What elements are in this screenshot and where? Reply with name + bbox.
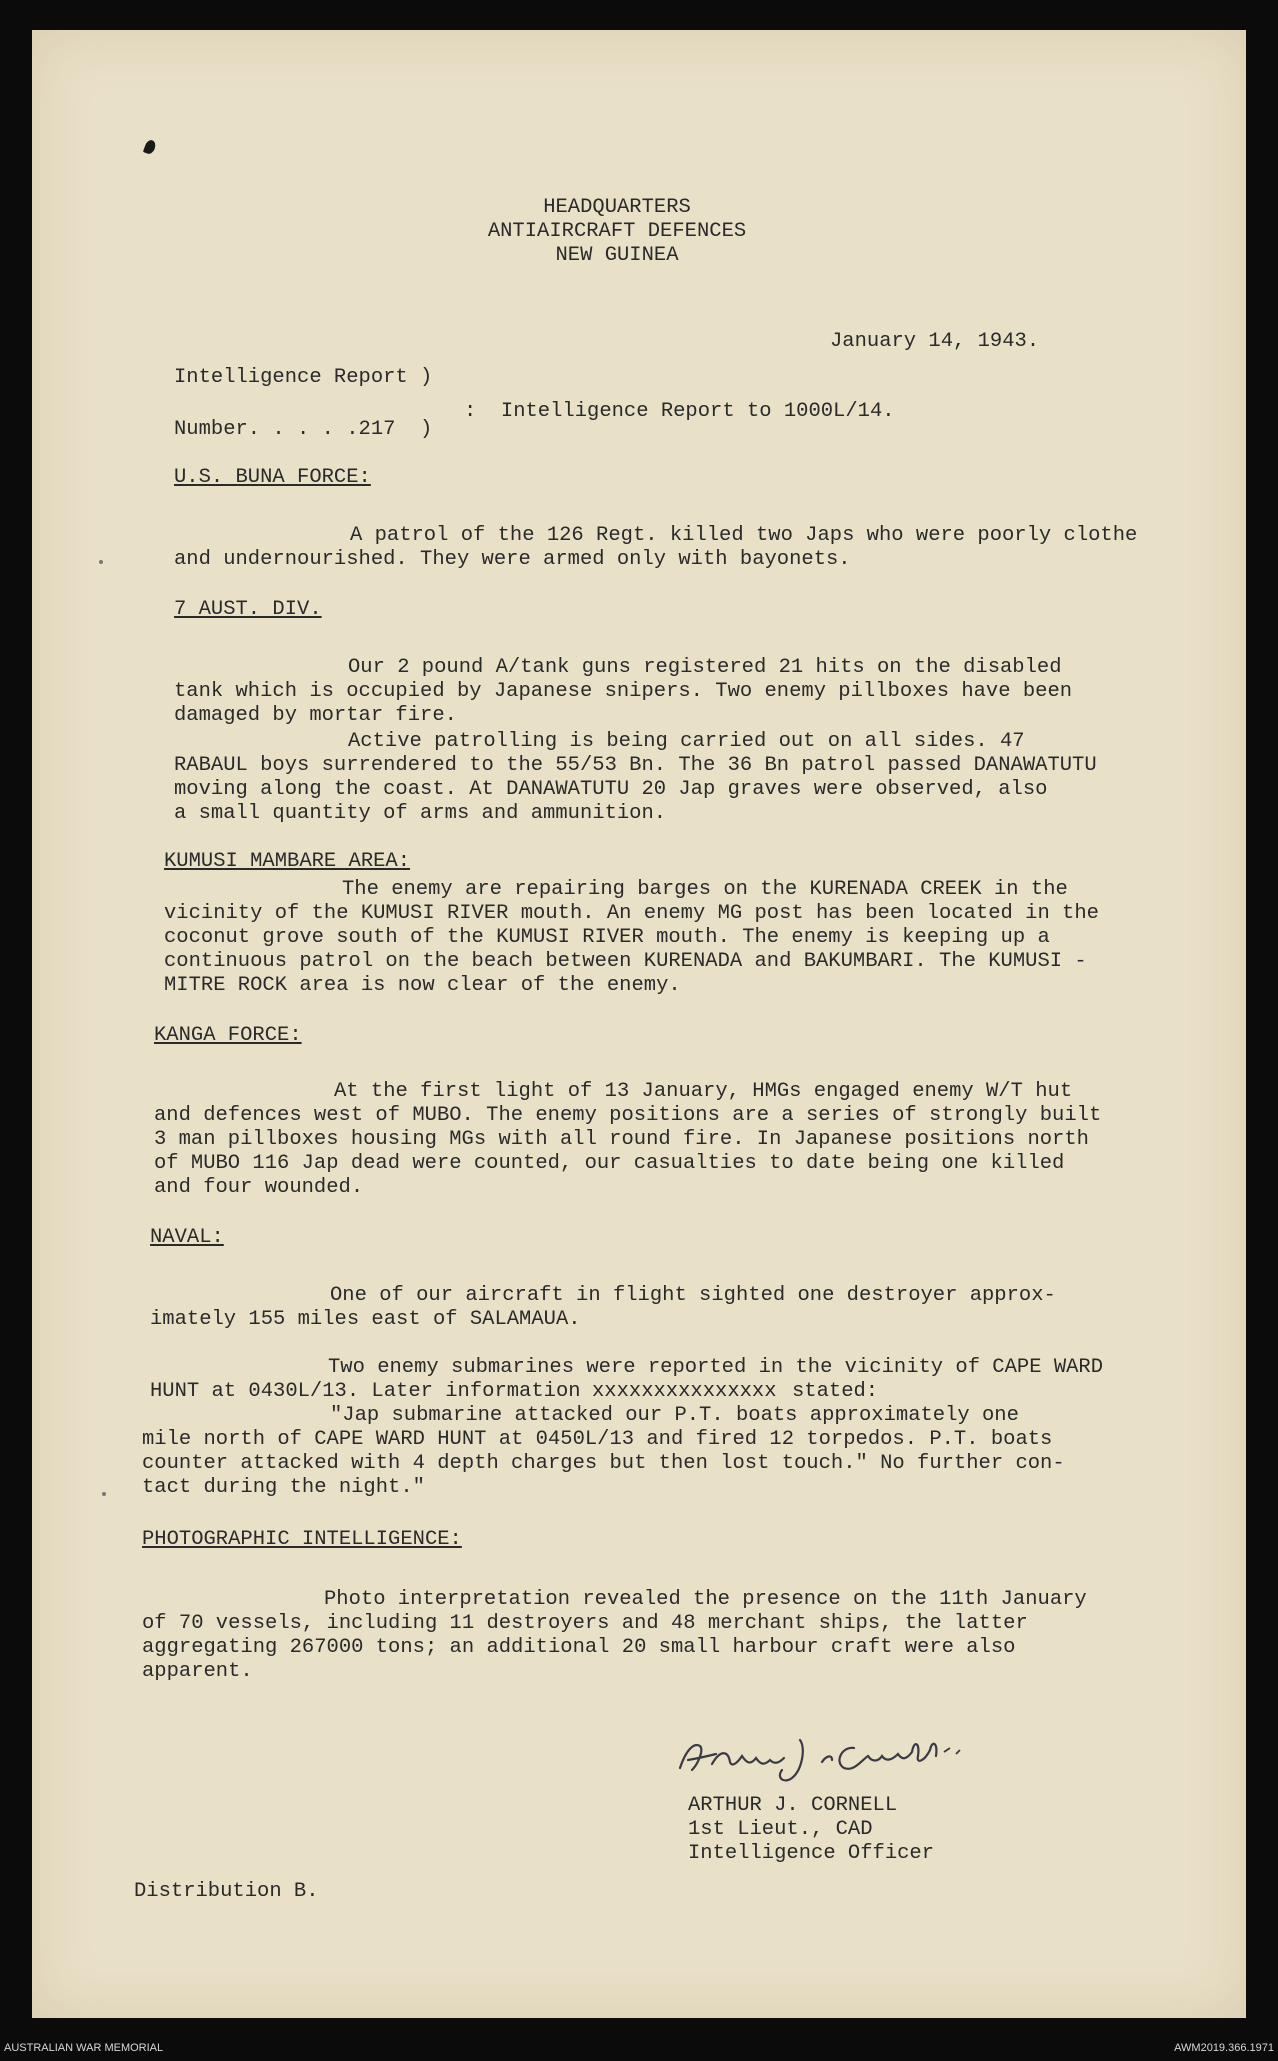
strikeout-text: xxxxxxxxxxxxxxx xyxy=(592,1380,777,1403)
footer-accession: AWM2019.366.1971 xyxy=(1174,2042,1274,2054)
signatory-name: ARTHUR J. CORNELL xyxy=(688,1794,898,1817)
header-line-3: NEW GUINEA xyxy=(555,244,679,267)
section-heading-photo: PHOTOGRAPHIC INTELLIGENCE: xyxy=(142,1528,462,1551)
report-reference: : Intelligence Report to 1000L/14. xyxy=(464,400,895,423)
signatory-rank: 1st Lieut., CAD xyxy=(688,1818,873,1841)
report-number: Number. . . . .217 ) xyxy=(174,418,433,441)
signatory-title: Intelligence Officer xyxy=(688,1842,935,1865)
naval-line: mile north of CAPE WARD HUNT at 0450L/13 and fired 12 torpedos. P.T. boats xyxy=(142,1428,1053,1451)
kumusi-line: vicinity of the KUMUSI RIVER mouth. An enemy MG post has been located in the xyxy=(164,902,1099,925)
photo-line: apparent. xyxy=(142,1660,253,1683)
kanga-line: At the first light of 13 January, HMGs engaged enemy W/T hut xyxy=(334,1080,1073,1103)
distribution-note: Distribution B. xyxy=(134,1880,319,1903)
section-heading-buna: U.S. BUNA FORCE: xyxy=(174,466,371,489)
photo-line: aggregating 267000 tons; an additional 20 small harbour craft were also xyxy=(142,1636,1016,1659)
kanga-line: 3 man pillboxes housing MGs with all round fire. In Japanese positions north xyxy=(154,1128,1089,1151)
kanga-line: of MUBO 116 Jap dead were counted, our casualties to date being one killed xyxy=(154,1152,1065,1175)
photo-line: of 70 vessels, including 11 destroyers and 48 merchant ships, the latter xyxy=(142,1612,1028,1635)
naval-line: stated: xyxy=(792,1380,879,1403)
aust-line: a small quantity of arms and ammunition. xyxy=(174,802,667,825)
margin-mark xyxy=(102,1492,106,1496)
section-heading-naval: NAVAL: xyxy=(150,1226,224,1249)
kumusi-line: coconut grove south of the KUMUSI RIVER mouth. The enemy is keeping up a xyxy=(164,926,1050,949)
naval-line: imately 155 miles east of SALAMAUA. xyxy=(150,1308,581,1331)
naval-line: "Jap submarine attacked our P.T. boats approximately one xyxy=(330,1404,1019,1427)
aust-line: RABAUL boys surrendered to the 55/53 Bn. The 36 Bn patrol passed DANAWATUTU xyxy=(174,754,1097,777)
aust-line: Active patrolling is being carried out on all sides. 47 xyxy=(348,730,1025,753)
buna-line: and undernourished. They were armed only with bayonets. xyxy=(174,548,851,571)
margin-mark xyxy=(99,560,103,564)
header-line-2: ANTIAIRCRAFT DEFENCES xyxy=(487,220,747,243)
kanga-line: and four wounded. xyxy=(154,1176,364,1199)
document-page xyxy=(32,30,1246,2018)
naval-line: One of our aircraft in flight sighted one destroyer approx- xyxy=(330,1284,1056,1307)
aust-line: tank which is occupied by Japanese snipers. Two enemy pillboxes have been xyxy=(174,680,1073,703)
naval-line: HUNT at 0430L/13. Later information xyxy=(150,1380,581,1403)
report-date: January 14, 1943. xyxy=(830,330,1040,353)
header-line-1: HEADQUARTERS xyxy=(543,196,691,219)
report-label: Intelligence Report ) xyxy=(174,366,433,389)
punch-hole xyxy=(143,139,157,156)
handwritten-signature xyxy=(672,1720,1012,1790)
naval-line: Two enemy submarines were reported in the vicinity of CAPE WARD xyxy=(328,1356,1104,1379)
photo-line: Photo interpretation revealed the presence on the 11th January xyxy=(324,1588,1087,1611)
section-heading-aust: 7 AUST. DIV. xyxy=(174,598,322,621)
footer-archive: AUSTRALIAN WAR MEMORIAL xyxy=(4,2042,164,2054)
kumusi-line: The enemy are repairing barges on the KURENADA CREEK in the xyxy=(342,878,1068,901)
aust-line: Our 2 pound A/tank guns registered 21 hits on the disabled xyxy=(348,656,1062,679)
kumusi-line: MITRE ROCK area is now clear of the enemy. xyxy=(164,974,681,997)
buna-line: A patrol of the 126 Regt. killed two Japs who were poorly clothe xyxy=(350,524,1138,547)
kanga-line: and defences west of MUBO. The enemy positions are a series of strongly built xyxy=(154,1104,1102,1127)
section-heading-kanga: KANGA FORCE: xyxy=(154,1024,302,1047)
naval-line: tact during the night." xyxy=(142,1476,425,1499)
aust-line: moving along the coast. At DANAWATUTU 20 Jap graves were observed, also xyxy=(174,778,1048,801)
section-heading-kumusi: KUMUSI MAMBARE AREA: xyxy=(164,850,411,873)
aust-line: damaged by mortar fire. xyxy=(174,704,457,727)
kumusi-line: continuous patrol on the beach between KURENADA and BAKUMBARI. The KUMUSI - xyxy=(164,950,1087,973)
naval-line: counter attacked with 4 depth charges but then lost touch." No further con- xyxy=(142,1452,1065,1475)
